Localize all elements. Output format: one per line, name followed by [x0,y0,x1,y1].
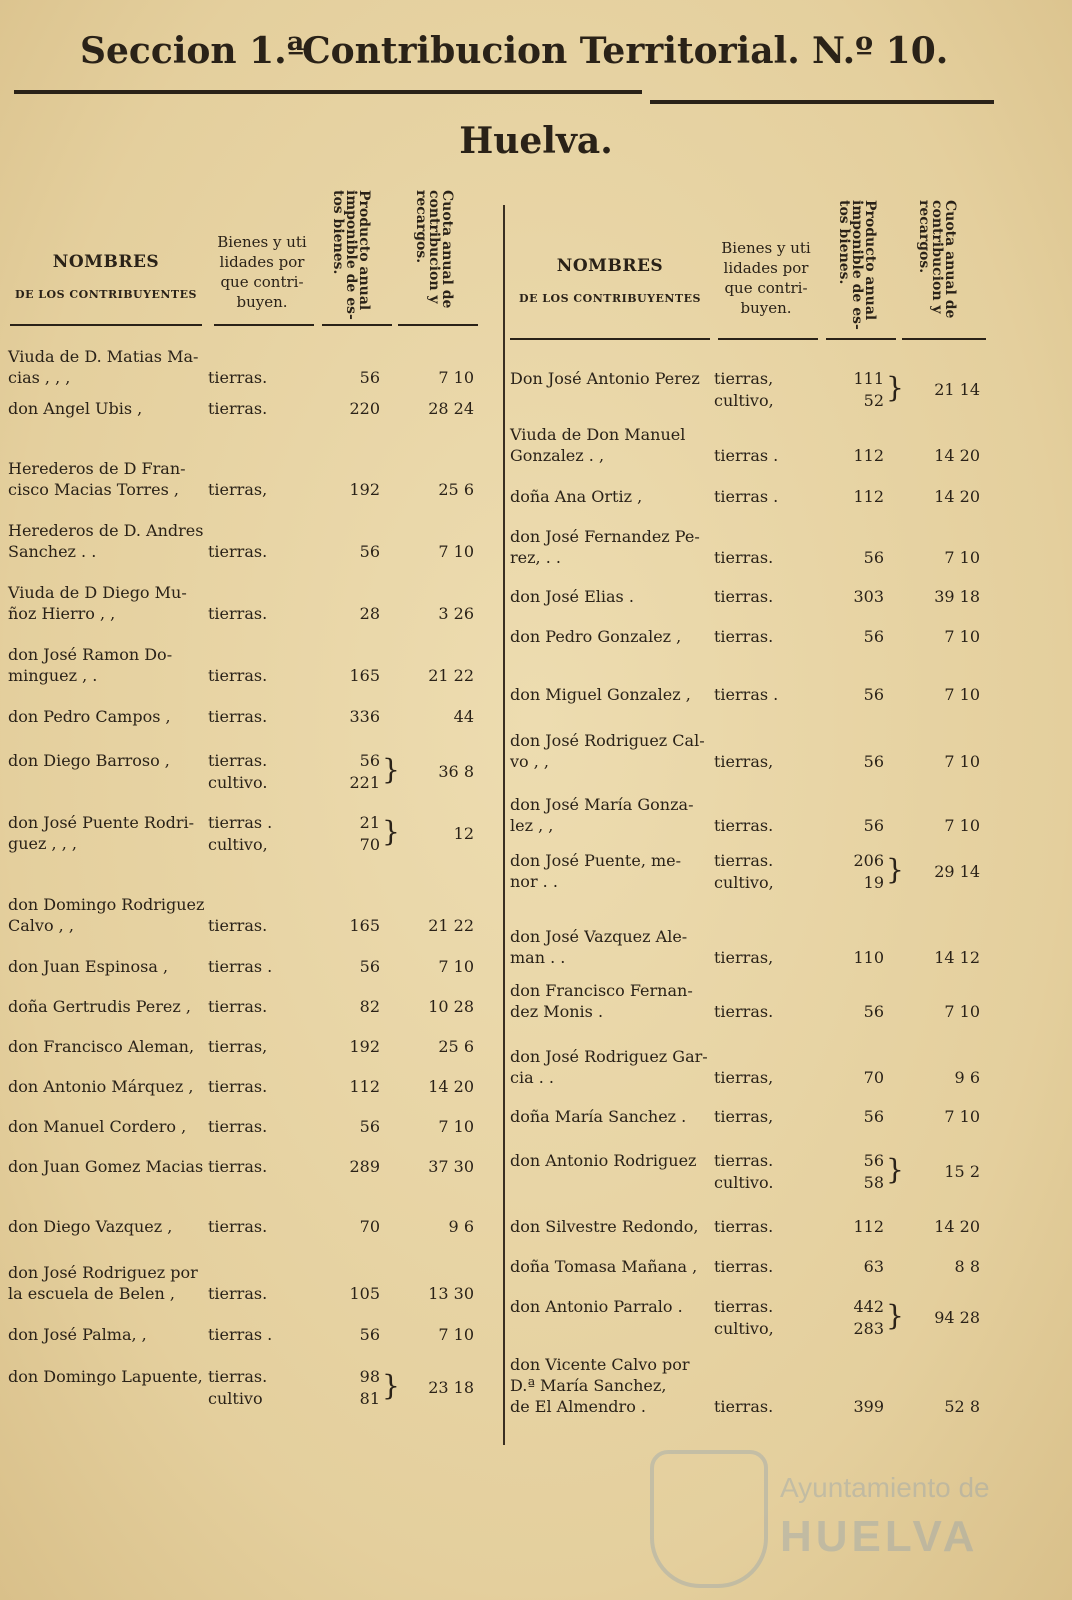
cuota-header-text: Cuota anual de contribucion y recargos. [413,190,455,309]
contributor-name: don Juan Gomez Macias [8,1157,204,1176]
cuota-cell: 7 10 [438,957,474,976]
cuota-cell: 23 18 [428,1378,474,1397]
right-table [510,190,1000,1416]
contributor-name: don Antonio Parralo . [510,1297,683,1316]
bienes-cell: tierras. [208,666,268,685]
brace-icon: } [886,853,904,886]
contributor-name: don José Vazquez Ale- man . . [510,927,688,967]
bienes-cell: tierras, [714,1068,774,1087]
producto-cell: 56 [863,816,884,835]
cuota-header-text: Cuota anual de contribucion y recargos. [916,200,958,319]
cuota-cell: 13 30 [428,1284,474,1303]
contributor-name: don Antonio Rodriguez [510,1151,697,1170]
cuota-cell: 9 6 [448,1217,474,1236]
cuota-cell: 21 22 [428,666,474,685]
producto-cell: 56 [359,1117,380,1136]
producto-cell: 63 [863,1257,884,1276]
producto-cell: 70 [863,1068,884,1087]
contributor-name: don José Elias . [510,587,634,606]
producto-cell: 56 [863,1107,884,1126]
bienes-cell: tierras . [714,487,779,506]
brace-icon: } [886,1299,904,1332]
header-underline [322,324,392,326]
brace-icon: } [886,371,904,404]
section-label: Seccion 1.ª [80,30,305,72]
bienes-cell: tierras. [208,604,268,623]
page-title: Contribucion Territorial. [302,30,800,72]
bienes-cell: tierras. [208,1077,268,1096]
cuota-cell: 14 20 [428,1077,474,1096]
bienes-cell: tierras. [714,1002,774,1021]
bienes-cell: tierras. [208,1157,268,1176]
contributor-name: don Diego Vazquez , [8,1217,173,1236]
producto-header-text: Producto anual imponible de es- tos bienes. [836,200,878,330]
left-table-header [8,190,486,332]
producto-cell: 192 [349,1037,380,1056]
producto-cell: 56 [359,1325,380,1344]
bienes-cell: tierras . [208,1325,273,1344]
brace-icon: } [382,753,400,786]
cuota-cell: 15 2 [944,1162,980,1181]
bienes-cell: tierras, [208,480,268,499]
names-header-subtitle: DE LOS CONTRIBUYENTES [519,292,701,305]
producto-cell: 289 [349,1157,380,1176]
bienes-cell: tierras, [208,1037,268,1056]
contributor-name: doña Tomasa Mañana , [510,1257,698,1276]
cuota-cell: 7 10 [944,816,980,835]
producto-cell: 111 52 [853,369,884,410]
contributor-name: don Diego Barroso , [8,751,170,770]
bienes-header: Bienes y uti lidades por que contri- buyen. [217,233,307,311]
producto-header [330,190,370,330]
bienes-header: Bienes y uti lidades por que contri- buyen. [721,239,811,317]
names-header [510,256,710,305]
cuota-header [916,200,956,340]
contributor-name: don José Ramon Do- minguez , . [8,645,173,685]
cuota-cell: 28 24 [428,399,474,418]
bienes-cell: tierras. [208,399,268,418]
bienes-cell: tierras, [714,948,774,967]
producto-cell: 56 [863,752,884,771]
header-underline [510,338,710,340]
bienes-cell: tierras. cultivo, [714,1297,774,1338]
contributor-name: doña Ana Ortiz , [510,487,643,506]
producto-cell: 56 [863,548,884,567]
header-rule-right [650,100,994,104]
header-underline [826,338,896,340]
cuota-header [413,190,453,330]
watermark-line2: HUELVA [780,1512,979,1561]
contributor-name: don José Rodriguez Cal- vo , , [510,731,705,771]
producto-cell: 56 221 [349,751,380,792]
cuota-cell: 7 10 [944,627,980,646]
bienes-cell: tierras. cultivo. [208,751,268,792]
producto-cell: 220 [349,399,380,418]
contributor-name: doña María Sanchez . [510,1107,687,1126]
bienes-cell: tierras. [208,1284,268,1303]
producto-cell: 303 [853,587,884,606]
names-header-title: NOMBRES [556,256,664,276]
contributor-name: don Pedro Gonzalez , [510,627,682,646]
contributor-name: don José Palma, , [8,1325,147,1344]
column-divider [503,205,505,1445]
bienes-cell: tierras. cultivo [208,1367,268,1408]
right-table-header [510,190,1000,332]
producto-cell: 56 58 [863,1151,884,1192]
cuota-cell: 39 18 [934,587,980,606]
contributor-name: don Domingo Rodriguez Calvo , , [8,895,205,935]
bienes-cell: tierras. [208,916,268,935]
producto-cell: 70 [359,1217,380,1236]
producto-cell: 28 [359,604,380,623]
cuota-cell: 14 12 [934,948,980,967]
bienes-cell: tierras. [208,368,268,387]
contributor-name: don Miguel Gonzalez , [510,685,691,704]
cuota-cell: 8 8 [954,1257,980,1276]
cuota-cell: 9 6 [954,1068,980,1087]
producto-cell: 399 [853,1397,884,1416]
names-header-title: NOMBRES [52,252,160,272]
cuota-cell: 7 10 [944,1107,980,1126]
contributor-name: Viuda de D Diego Mu- ñoz Hierro , , [8,583,187,623]
page-number: N.º 10. [812,30,949,72]
contributor-name: don Pedro Campos , [8,707,171,726]
producto-cell: 192 [349,480,380,499]
cuota-cell: 25 6 [438,480,474,499]
bienes-cell: tierras. [714,1397,774,1416]
header-underline [902,338,986,340]
header-underline [398,324,478,326]
cuota-cell: 14 20 [934,1217,980,1236]
contributor-name: Viuda de D. Matias Ma- cias , , , [8,347,199,387]
producto-header-text: Producto anual imponible de es- tos bienes. [330,190,372,320]
cuota-cell: 21 14 [934,380,980,399]
cuota-cell: 36 8 [438,762,474,781]
contributor-name: doña Gertrudis Perez , [8,997,191,1016]
producto-cell: 112 [853,1217,884,1236]
producto-cell: 165 [349,916,380,935]
producto-header [836,200,876,340]
bienes-cell: tierras. [208,1217,268,1236]
cuota-cell: 7 10 [944,752,980,771]
cuota-cell: 7 10 [944,548,980,567]
bienes-cell: tierras. [208,1117,268,1136]
names-header-subtitle: DE LOS CONTRIBUYENTES [15,288,197,301]
bienes-cell: tierras. [714,548,774,567]
cuota-cell: 7 10 [438,368,474,387]
contributor-name: don José Puente, me- nor . . [510,851,682,891]
cuota-cell: 94 28 [934,1308,980,1327]
contributor-name: don José Rodriguez Gar- cia . . [510,1047,708,1087]
contributor-name: don Domingo Lapuente, [8,1367,203,1386]
producto-cell: 165 [349,666,380,685]
bienes-cell: tierras. [714,627,774,646]
cuota-cell: 37 30 [428,1157,474,1176]
bienes-cell: tierras. [714,816,774,835]
producto-cell: 56 [863,627,884,646]
producto-cell: 56 [359,542,380,561]
cuota-cell: 7 10 [438,542,474,561]
city-heading: Huelva. [459,120,613,162]
watermark [650,1450,990,1580]
brace-icon: } [886,1153,904,1186]
bienes-cell: tierras, [714,752,774,771]
bienes-cell: tierras . [714,446,779,465]
cuota-cell: 10 28 [428,997,474,1016]
contributor-name: don José Fernandez Pe- rez, . . [510,527,700,567]
cuota-cell: 14 20 [934,487,980,506]
contributor-name: Herederos de D. Andres Sanchez . . [8,521,204,561]
bienes-cell: tierras, cultivo, [714,369,774,410]
producto-cell: 112 [853,446,884,465]
brace-icon: } [382,1369,400,1402]
producto-cell: 98 81 [359,1367,380,1408]
producto-cell: 442 283 [853,1297,884,1338]
city-seal-icon [650,1450,768,1588]
bienes-cell: tierras. [208,542,268,561]
cuota-cell: 25 6 [438,1037,474,1056]
producto-cell: 82 [359,997,380,1016]
contributor-name: Herederos de D Fran- cisco Macias Torres , [8,459,186,499]
producto-cell: 110 [853,948,884,967]
bienes-cell: tierras . [208,957,273,976]
watermark-line1: Ayuntamiento de [780,1472,990,1503]
producto-cell: 56 [863,685,884,704]
contributor-name: don Francisco Aleman, [8,1037,195,1056]
bienes-cell: tierras. cultivo, [714,851,774,892]
bienes-cell: tierras. [208,707,268,726]
bienes-cell: tierras . cultivo, [208,813,273,854]
left-table [8,190,486,1408]
producto-cell: 112 [853,487,884,506]
names-header [8,252,204,301]
cuota-cell: 44 [453,707,474,726]
cuota-cell: 52 8 [944,1397,980,1416]
producto-cell: 56 [359,957,380,976]
producto-cell: 336 [349,707,380,726]
contributor-name: don José Puente Rodri- guez , , , [8,813,194,853]
producto-cell: 21 70 [359,813,380,854]
producto-cell: 206 19 [853,851,884,892]
cuota-cell: 7 10 [944,1002,980,1021]
contributor-name: Viuda de Don Manuel Gonzalez . , [510,425,686,465]
bienes-cell: tierras. [714,1217,774,1236]
header-underline [10,324,202,326]
contributor-name: don Vicente Calvo por D.ª María Sanchez, de El Almendro . [510,1355,690,1416]
cuota-cell: 12 [453,824,474,843]
producto-cell: 105 [349,1284,380,1303]
producto-cell: 56 [359,368,380,387]
header-rule-left [14,90,642,94]
contributor-name: don Silvestre Redondo, [510,1217,699,1236]
cuota-cell: 29 14 [934,862,980,881]
bienes-cell: tierras. [208,997,268,1016]
producto-cell: 56 [863,1002,884,1021]
bienes-cell: tierras. cultivo. [714,1151,774,1192]
contributor-name: don Juan Espinosa , [8,957,169,976]
bienes-cell: tierras. [714,587,774,606]
header-underline [718,338,818,340]
cuota-cell: 3 26 [438,604,474,623]
header-underline [214,324,314,326]
cuota-cell: 21 22 [428,916,474,935]
contributor-name: don Antonio Márquez , [8,1077,194,1096]
cuota-cell: 7 10 [438,1325,474,1344]
contributor-name: don Angel Ubis , [8,399,143,418]
contributor-name: Don José Antonio Perez [510,369,700,388]
bienes-cell: tierras. [714,1257,774,1276]
cuota-cell: 7 10 [438,1117,474,1136]
bienes-cell: tierras . [714,685,779,704]
contributor-name: don José María Gonza- lez , , [510,795,694,835]
cuota-cell: 14 20 [934,446,980,465]
contributor-name: don Manuel Cordero , [8,1117,187,1136]
contributor-name: don José Rodriguez por la escuela de Belen , [8,1263,198,1303]
producto-cell: 112 [349,1077,380,1096]
bienes-cell: tierras, [714,1107,774,1126]
contributor-name: don Francisco Fernan- dez Monis . [510,981,693,1021]
cuota-cell: 7 10 [944,685,980,704]
brace-icon: } [382,815,400,848]
page-header [0,26,1072,86]
